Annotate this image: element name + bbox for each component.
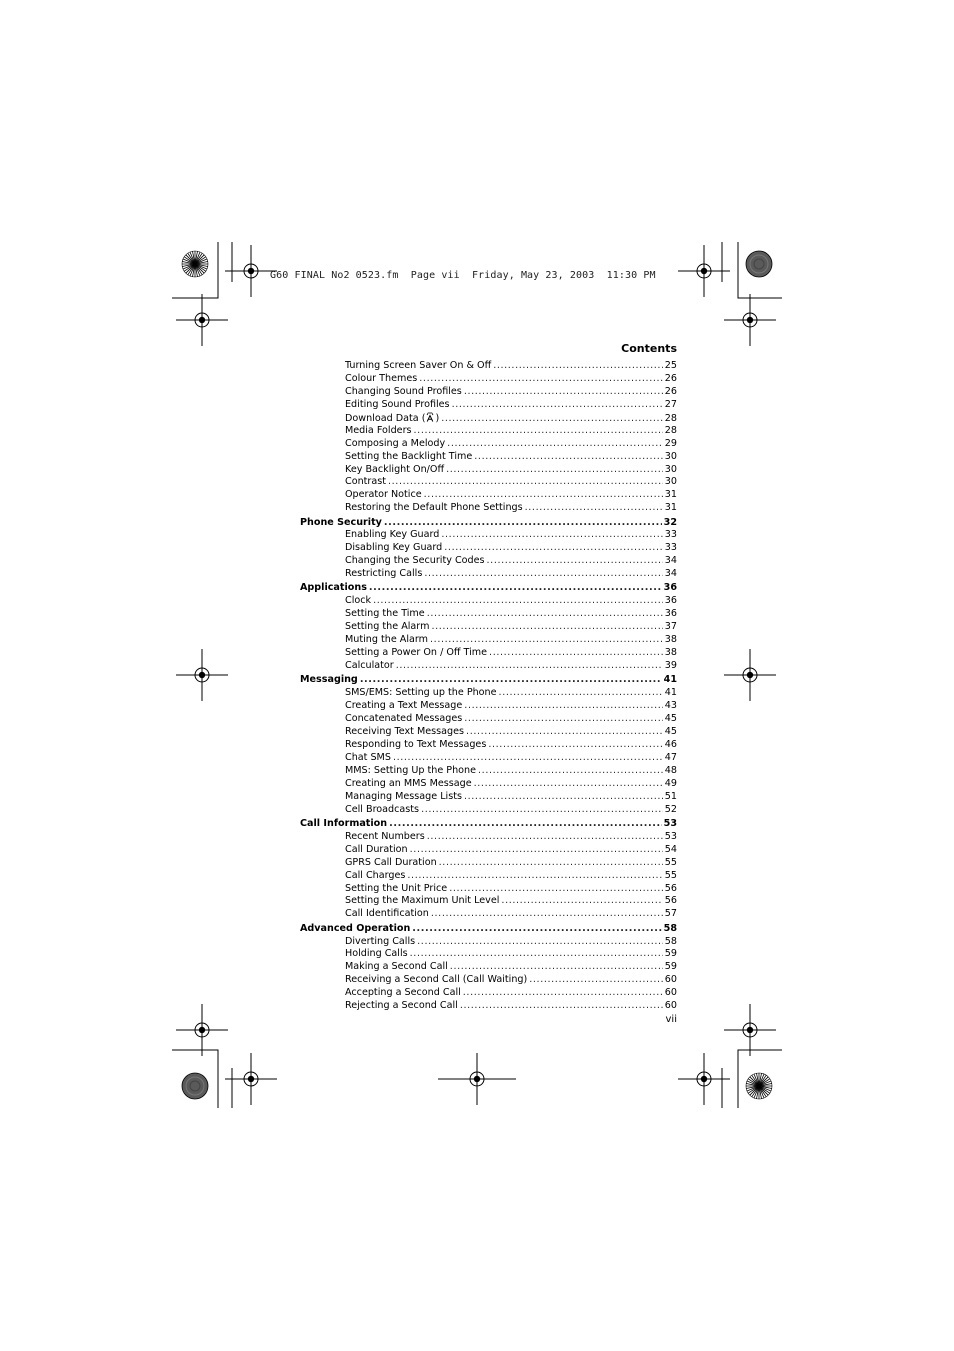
dot-leader xyxy=(444,542,663,555)
dot-leader xyxy=(478,765,663,778)
toc-page-number: 59 xyxy=(664,961,677,973)
toc-page-number: 55 xyxy=(664,856,677,868)
dot-leader xyxy=(501,895,662,908)
toc-entry[interactable] xyxy=(300,451,677,464)
dot-leader xyxy=(410,948,663,961)
dot-leader xyxy=(410,844,663,857)
dot-leader xyxy=(460,1000,663,1013)
toc-entry-title: Call Identification xyxy=(345,908,429,920)
toc-entry-title: Accepting a Second Call xyxy=(345,987,461,999)
toc-section-entry[interactable] xyxy=(300,582,677,595)
toc-entry[interactable] xyxy=(300,464,677,477)
toc-page-number: 26 xyxy=(664,385,677,397)
toc-page-number: 36 xyxy=(664,595,677,607)
toc-entry[interactable] xyxy=(300,412,677,425)
toc-entry[interactable] xyxy=(300,386,677,399)
toc-entry[interactable] xyxy=(300,621,677,634)
toc-page-number: 25 xyxy=(664,360,677,371)
toc-entry[interactable] xyxy=(300,844,677,857)
toc-page-number: 37 xyxy=(664,621,677,633)
toc-entry-title: GPRS Call Duration xyxy=(345,856,437,868)
toc-entry-title: Phone Security xyxy=(300,516,382,528)
toc-entry-title: Setting the Alarm xyxy=(345,621,430,633)
toc-entry[interactable] xyxy=(300,555,677,568)
toc-page-number: 36 xyxy=(664,608,677,620)
dot-leader xyxy=(463,987,663,1000)
dot-leader xyxy=(450,961,663,974)
dot-leader xyxy=(421,804,663,817)
toc-entry-title: Call Information xyxy=(300,817,388,829)
toc-entry-title: Clock xyxy=(345,595,372,607)
dot-leader xyxy=(464,700,662,713)
dot-leader xyxy=(474,778,663,791)
toc-entry[interactable] xyxy=(300,425,677,438)
dot-leader xyxy=(407,870,662,883)
toc-entry-title: Making a Second Call xyxy=(345,961,448,973)
dot-leader xyxy=(417,936,663,949)
toc-entry-title: Composing a Melody xyxy=(345,437,446,449)
download-icon xyxy=(425,412,435,422)
dot-leader xyxy=(466,726,663,739)
toc-page-number: 34 xyxy=(664,555,677,567)
toc-entry[interactable] xyxy=(300,373,677,386)
toc-entry[interactable] xyxy=(300,831,677,844)
toc-page-number: 59 xyxy=(664,948,677,960)
toc-entry[interactable] xyxy=(300,804,677,817)
toc-entry-title: Rejecting a Second Call xyxy=(345,1000,458,1012)
toc-page-number: 45 xyxy=(664,726,677,737)
toc-page-number: 56 xyxy=(664,895,677,907)
toc-entry-title: Creating an MMS Message xyxy=(345,777,472,789)
toc-entry-title: Changing the Security Codes xyxy=(345,555,485,567)
toc-entry[interactable] xyxy=(300,948,677,961)
toc-page-number: 39 xyxy=(664,660,677,672)
toc-entry-title: Editing Sound Profiles xyxy=(345,398,450,410)
toc-page-number: 60 xyxy=(664,1000,677,1012)
toc-page-number: 28 xyxy=(664,412,677,424)
toc-section-entry[interactable] xyxy=(300,818,677,831)
toc-page-number: 30 xyxy=(664,450,677,462)
toc-entry[interactable] xyxy=(300,752,677,765)
toc-section-entry[interactable] xyxy=(300,674,677,687)
toc-entry[interactable] xyxy=(300,529,677,542)
toc-entry-title: Colour Themes xyxy=(345,372,418,384)
page-title: Contents xyxy=(621,342,677,355)
toc-entry[interactable] xyxy=(300,360,677,373)
toc-entry[interactable] xyxy=(300,713,677,726)
dot-leader xyxy=(446,464,663,477)
toc-entry[interactable] xyxy=(300,634,677,647)
toc-entry-title: Setting the Time xyxy=(345,608,425,620)
dot-leader xyxy=(424,489,663,502)
toc-entry-title: SMS/EMS: Setting up the Phone xyxy=(345,687,497,699)
toc-entry-title: Call Charges xyxy=(345,869,406,881)
toc-entry-title: Setting a Power On / Off Time xyxy=(345,647,488,659)
toc-entry-title: Applications xyxy=(300,582,367,594)
toc-page-number: 58 xyxy=(664,935,677,947)
toc-entry-title: Contrast xyxy=(345,476,386,488)
dot-leader xyxy=(439,857,663,870)
dot-leader xyxy=(360,674,662,687)
toc-page-number: 34 xyxy=(664,568,677,580)
toc-entry-title: Managing Message Lists xyxy=(345,790,462,802)
dot-leader xyxy=(441,529,662,542)
toc-page-number: 41 xyxy=(664,687,677,699)
toc-page-number: 49 xyxy=(664,777,677,789)
toc-entry[interactable] xyxy=(300,778,677,791)
toc-entry[interactable] xyxy=(300,489,677,502)
toc-page-number: 52 xyxy=(664,803,677,815)
dot-leader xyxy=(488,739,662,752)
toc-entry-title: Advanced Operation xyxy=(300,922,411,934)
dot-leader xyxy=(431,908,663,921)
dot-leader xyxy=(373,595,663,608)
toc-entry-title: Diverting Calls xyxy=(345,935,416,947)
toc-entry[interactable] xyxy=(300,974,677,987)
toc-entry[interactable] xyxy=(300,595,677,608)
dot-leader xyxy=(393,752,663,765)
dot-leader xyxy=(430,634,663,647)
toc-entry[interactable] xyxy=(300,647,677,660)
toc-entry-title: Holding Calls xyxy=(345,948,408,960)
toc-entry[interactable] xyxy=(300,700,677,713)
toc-entry[interactable] xyxy=(300,687,677,700)
toc-entry-title: Call Duration xyxy=(345,843,408,855)
dot-leader xyxy=(427,831,663,844)
toc-page-number: 48 xyxy=(664,764,677,776)
dot-leader xyxy=(489,647,663,660)
toc-page-number: 32 xyxy=(663,516,677,528)
dot-leader xyxy=(388,476,663,489)
toc-entry[interactable] xyxy=(300,399,677,412)
toc-page-number: 45 xyxy=(664,713,677,725)
toc-page-number: 60 xyxy=(664,987,677,999)
toc-page-number: 58 xyxy=(663,922,677,934)
toc-entry-title: Turning Screen Saver On & Off xyxy=(345,360,492,371)
dot-leader xyxy=(464,791,663,804)
toc-entry-title: Disabling Key Guard xyxy=(345,542,443,554)
toc-entry-title: Enabling Key Guard xyxy=(345,529,440,541)
toc-entry-title: Concatenated Messages xyxy=(345,713,463,725)
toc-page-number: 29 xyxy=(664,437,677,449)
toc-entry[interactable] xyxy=(300,895,677,908)
toc-entry-title: Key Backlight On/Off xyxy=(345,463,445,475)
toc-entry[interactable] xyxy=(300,608,677,621)
dot-leader xyxy=(487,555,663,568)
dot-leader xyxy=(369,582,662,595)
toc-entry[interactable] xyxy=(300,568,677,581)
toc-entry-title: Changing Sound Profiles xyxy=(345,385,462,397)
dot-leader xyxy=(431,621,662,634)
toc-page-number: 30 xyxy=(664,463,677,475)
toc-page-number: 60 xyxy=(664,974,677,986)
dot-leader xyxy=(396,660,663,673)
page-number: vii xyxy=(665,1014,677,1025)
toc-entry-title: MMS: Setting Up the Phone xyxy=(345,764,477,776)
toc-entry[interactable] xyxy=(300,936,677,949)
toc-page-number: 55 xyxy=(664,869,677,881)
toc-page-number: 31 xyxy=(664,489,677,501)
dot-leader xyxy=(464,386,663,399)
toc-entry-title: Setting the Maximum Unit Level xyxy=(345,895,500,907)
toc-page-number: 38 xyxy=(664,634,677,646)
toc-entry[interactable] xyxy=(300,438,677,451)
toc-entry[interactable] xyxy=(300,883,677,896)
toc-entry[interactable] xyxy=(300,765,677,778)
toc-page-number: 33 xyxy=(664,529,677,541)
toc-entry[interactable] xyxy=(300,660,677,673)
dot-leader xyxy=(384,517,662,530)
toc-entry-title: Recent Numbers xyxy=(345,830,425,842)
toc-entry[interactable] xyxy=(300,961,677,974)
toc-page-number: 38 xyxy=(664,647,677,659)
toc-entry[interactable] xyxy=(300,987,677,1000)
dot-leader xyxy=(529,974,663,987)
toc-page-number: 54 xyxy=(664,843,677,855)
dot-leader xyxy=(493,360,663,373)
toc-page-number: 53 xyxy=(664,830,677,842)
toc-page-number: 28 xyxy=(664,424,677,436)
toc-entry-title: Creating a Text Message xyxy=(345,700,463,712)
dot-leader xyxy=(389,818,662,831)
toc-entry-title: Responding to Text Messages xyxy=(345,738,487,750)
toc-section-entry[interactable] xyxy=(300,923,677,936)
toc-entry[interactable] xyxy=(300,1000,677,1013)
toc-page-number: 47 xyxy=(664,751,677,763)
dot-leader xyxy=(447,438,663,451)
dot-leader xyxy=(525,502,663,515)
toc-page-number: 51 xyxy=(664,790,677,802)
toc-page-number: 27 xyxy=(664,398,677,410)
toc-entry[interactable] xyxy=(300,870,677,883)
dot-leader xyxy=(424,568,662,581)
toc-entry[interactable] xyxy=(300,476,677,489)
toc-entry-title: Cell Broadcasts xyxy=(345,803,420,815)
toc-page-number: 43 xyxy=(664,700,677,712)
toc-entry[interactable] xyxy=(300,542,677,555)
toc-page-number: 41 xyxy=(663,674,677,686)
toc-entry[interactable] xyxy=(300,791,677,804)
toc-entry-title: Receiving a Second Call (Call Waiting) xyxy=(345,974,528,986)
toc-entry-title: Calculator xyxy=(345,660,394,672)
dot-leader xyxy=(499,687,663,700)
toc-entry-title: Muting the Alarm xyxy=(345,634,429,646)
toc-page-number: 33 xyxy=(664,542,677,554)
print-header: G60 FINAL No2 0523.fm Page vii Friday, May 23, 2003 11:30 PM xyxy=(270,270,656,281)
toc-entry[interactable] xyxy=(300,908,677,921)
toc-page-number: 31 xyxy=(664,502,677,514)
dot-leader xyxy=(449,883,663,896)
dot-leader xyxy=(464,713,663,726)
dot-leader xyxy=(452,399,663,412)
toc-entry-title: Media Folders xyxy=(345,424,412,436)
toc-page-number: 57 xyxy=(664,908,677,920)
toc-entry[interactable] xyxy=(300,502,677,515)
table-of-contents xyxy=(300,360,677,1013)
toc-page-number: 53 xyxy=(663,817,677,829)
toc-page-number: 26 xyxy=(664,372,677,384)
toc-entry-title: Chat SMS xyxy=(345,751,391,763)
toc-entry[interactable] xyxy=(300,857,677,870)
toc-entry[interactable] xyxy=(300,726,677,739)
toc-entry-title: Restricting Calls xyxy=(345,568,423,580)
toc-page-number: 46 xyxy=(664,738,677,750)
toc-entry-title: Setting the Backlight Time xyxy=(345,450,473,462)
dot-leader xyxy=(412,923,661,936)
toc-section-entry[interactable] xyxy=(300,517,677,530)
toc-entry-title: Restoring the Default Phone Settings xyxy=(345,502,523,514)
dot-leader xyxy=(474,451,663,464)
toc-entry-title: Setting the Unit Price xyxy=(345,882,448,894)
toc-page-number: 36 xyxy=(663,582,677,594)
dot-leader xyxy=(419,373,663,386)
dot-leader xyxy=(414,425,663,438)
toc-entry-title: Receiving Text Messages xyxy=(345,726,465,737)
toc-entry[interactable] xyxy=(300,739,677,752)
toc-entry-title: Messaging xyxy=(300,674,358,686)
toc-entry-title: Operator Notice xyxy=(345,489,422,501)
dot-leader xyxy=(427,608,663,621)
toc-page-number: 30 xyxy=(664,476,677,488)
toc-page-number: 56 xyxy=(664,882,677,894)
toc-entry-title: Download Data ( ) xyxy=(345,412,440,424)
